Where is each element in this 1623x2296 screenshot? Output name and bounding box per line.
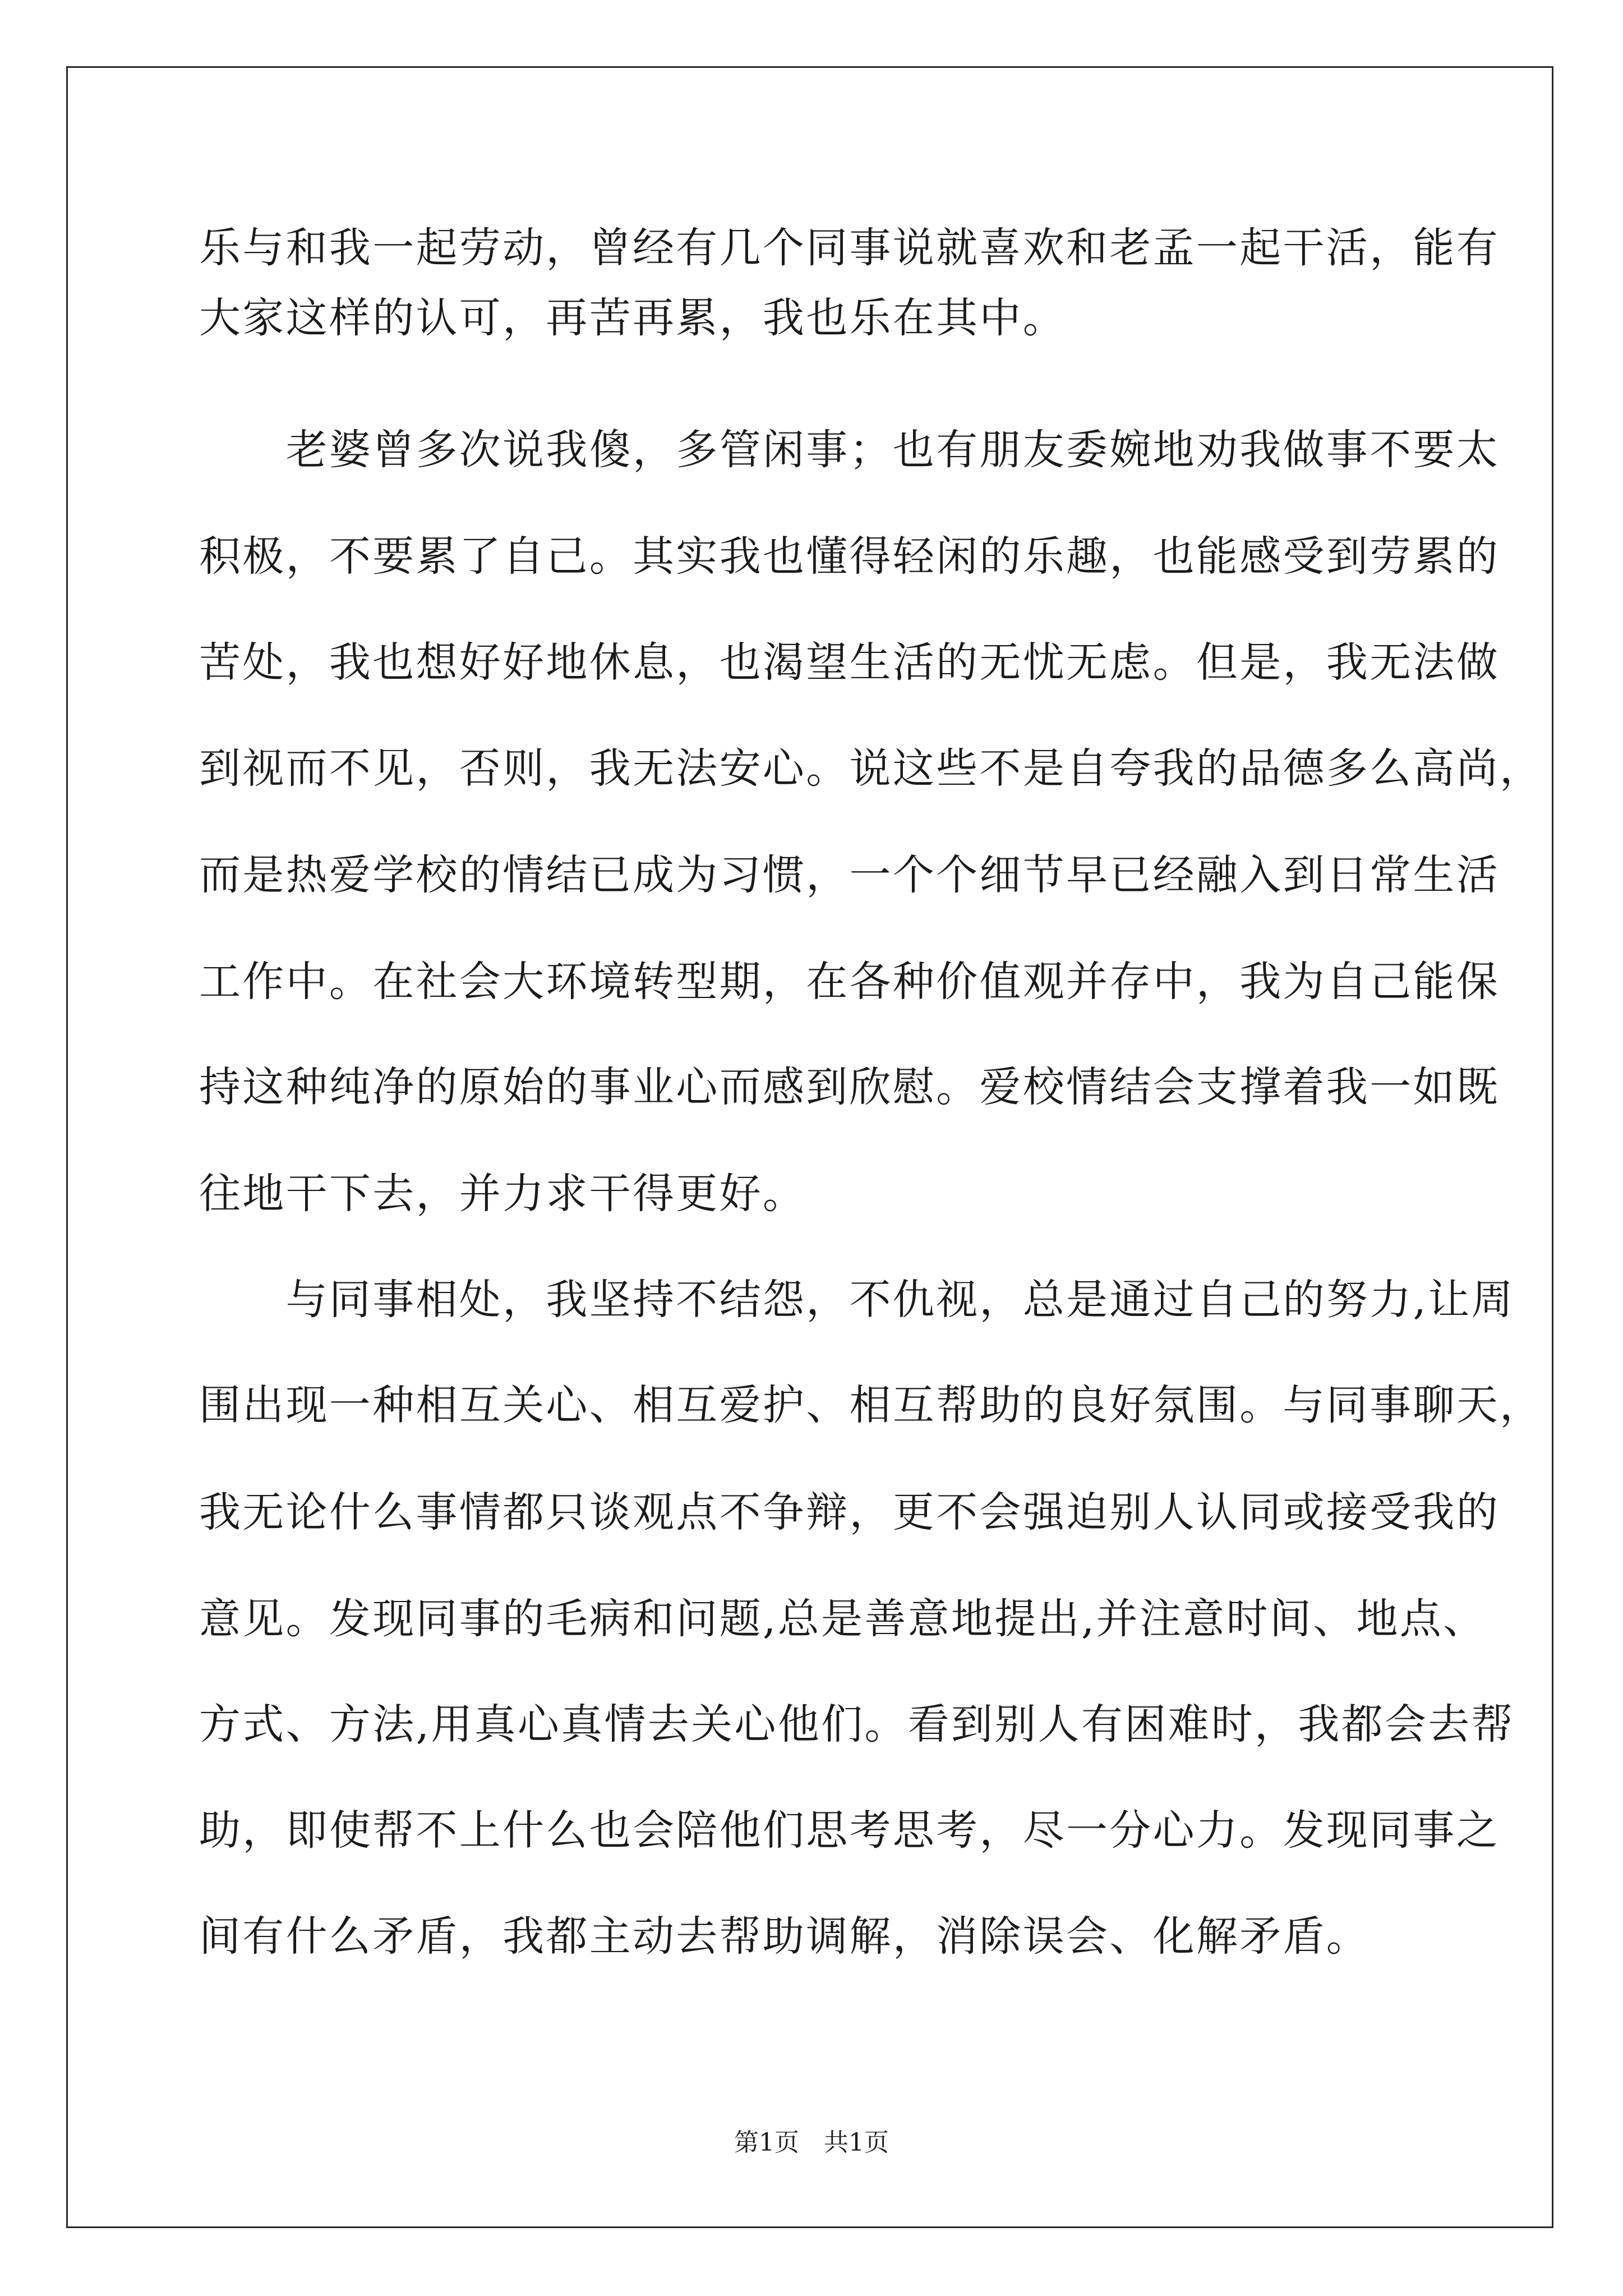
text-line: 助，即使帮不上什么也会陪他们思考思考，尽一分心力。发现同事之: [199, 1806, 1500, 1855]
text-line: 意见。发现同事的毛病和问题,总是善意地提出,并注意时间、地点、: [199, 1595, 1487, 1643]
text-line: 工作中。在社会大环境转型期，在各种价值观并存中，我为自己能保: [199, 958, 1500, 1006]
text-line: 围出现一种相互关心、相互爱护、相互帮助的良好氛围。与同事聊天，: [199, 1381, 1543, 1429]
page-number-footer: 第1页 共1页: [734, 2128, 889, 2157]
text-line: 老婆曾多次说我傻，多管闲事；也有朋友委婉地劝我做事不要太: [199, 426, 1500, 474]
text-line: 积极，不要累了自己。其实我也懂得轻闲的乐趣，也能感受到劳累的: [199, 532, 1500, 581]
text-line: 苦处，我也想好好地休息，也渴望生活的无忧无虑。但是，我无法做: [199, 638, 1500, 687]
text-line: 到视而不见，否则，我无法安心。说这些不是自夸我的品德多么高尚，: [199, 744, 1543, 793]
text-line: 大家这样的认可，再苦再累，我也乐在其中。: [199, 294, 1066, 342]
text-line: 我无论什么事情都只谈观点不争辩，更不会强迫别人认同或接受我的: [199, 1488, 1500, 1536]
text-line: 与同事相处，我坚持不结怨，不仇视，总是通过自己的努力,让周: [199, 1276, 1515, 1324]
text-line: 间有什么矛盾，我都主动去帮助调解，消除误会、化解矛盾。: [199, 1912, 1370, 1961]
page-border: [66, 66, 1553, 2228]
text-line: 往地干下去，并力求干得更好。: [199, 1170, 806, 1218]
text-line: 持这种纯净的原始的事业心而感到欣慰。爱校情结会支撑着我一如既: [199, 1063, 1500, 1111]
text-line: 方式、方法,用真心真情去关心他们。看到别人有困难时，我都会去帮: [199, 1700, 1515, 1749]
text-line: 乐与和我一起劳动，曾经有几个同事说就喜欢和老孟一起干活，能有: [199, 224, 1500, 272]
text-line: 而是热爱学校的情结已成为习惯，一个个细节早已经融入到日常生活: [199, 851, 1500, 899]
